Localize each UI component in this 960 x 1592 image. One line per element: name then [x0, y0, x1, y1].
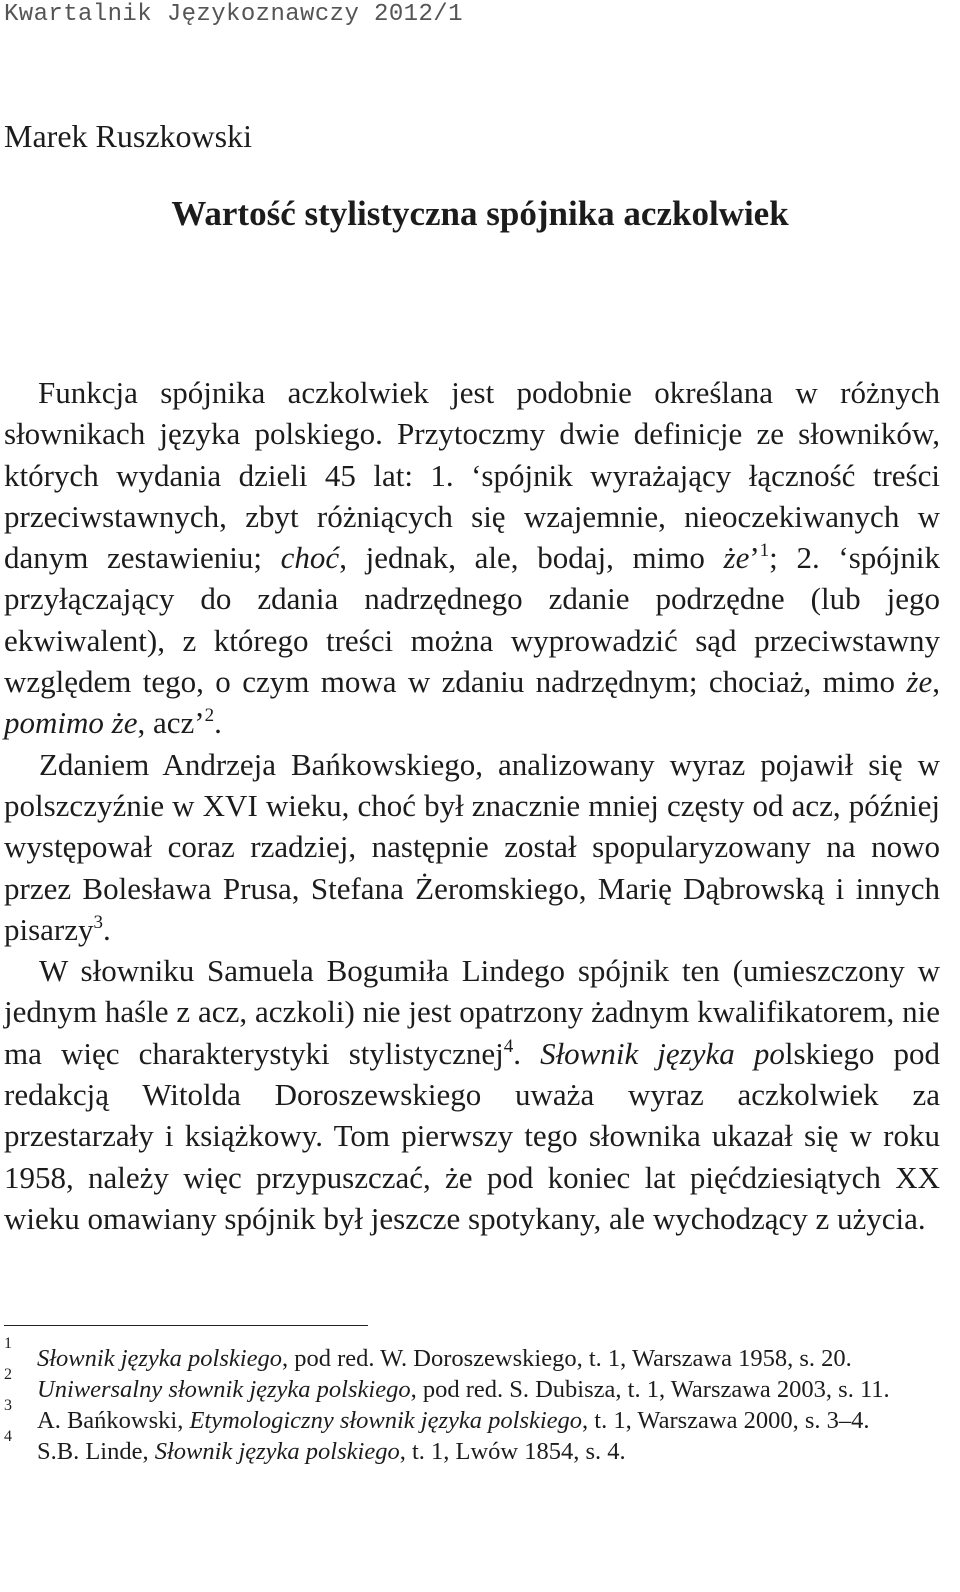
footnote-ref-3[interactable]: 3: [93, 911, 104, 933]
paragraph-text: ’: [749, 540, 760, 576]
footnote-title: Słownik języka polskiego: [37, 1345, 282, 1372]
italic-term: że: [906, 664, 933, 700]
footnote-ref-2[interactable]: 2: [204, 705, 215, 727]
footnote-text: , t. 1, Warszawa 2000, s. 3–4.: [582, 1407, 870, 1434]
paragraph-3: [4, 950, 940, 1239]
footnote-number: 3: [4, 1397, 12, 1414]
italic-term: choć: [280, 540, 340, 576]
paragraph-text: .: [513, 1035, 541, 1071]
footnote-text: , pod red. W. Doroszewskiego, t. 1, Warszawa 1958, s. 20.: [281, 1345, 852, 1372]
paragraph-text: ; 2. ‘spójnik przyłączający do zdania nadrzędnego zdanie podrzędne (lub jego ekwiwalent), z którego treści można wyprowadzić sąd przeciwstawny względem tego, o czym mowa w zdaniu nadrzędnym; chociaż, mimo: [4, 540, 940, 700]
paragraph-2: [4, 744, 940, 950]
footnote-title: Etymologiczny słownik języka polskiego: [189, 1407, 583, 1434]
footnote-title: Słownik języka polskiego: [154, 1438, 400, 1465]
footnote-title: Uniwersalny słownik języka polskiego: [37, 1376, 411, 1403]
italic-term: że: [723, 540, 750, 576]
paragraph-text: W słowniku Samuela Bogumiła Lindego spójnik ten (umieszczony w jednym haśle z acz, aczkoli) nie jest opatrzony żadnym kwalifikatorem, nie ma więc charakterystyki stylistycznej: [4, 953, 940, 1071]
footnote-ref-4[interactable]: 4: [503, 1035, 514, 1057]
paragraph-text: , acz’: [137, 705, 205, 741]
footnote-3: [4, 1397, 940, 1436]
paragraph-text: lskiego pod redakcją Witolda Doroszewskiego uważa wyraz aczkolwiek za przestarzały i książkowy. Tom pierwszy tego słownika ukazał się w roku 1958, należy więc przypuszczać, że pod koniec lat pięćdziesiątych XX wieku omawiany spójnik był jeszcze spotykany, ale wychodzący z użycia.: [4, 1035, 940, 1236]
footnote-number: 4: [4, 1428, 12, 1445]
paragraph-1: [4, 372, 940, 744]
journal-header: Kwartalnik Językoznawczy 2012/1: [4, 1, 463, 28]
footnote-4: [4, 1428, 940, 1467]
footnote-ref-1[interactable]: 1: [759, 540, 770, 562]
author-name: Marek Ruszkowski: [4, 118, 252, 154]
footnote-number: 1: [4, 1335, 12, 1352]
footnote-number: 2: [4, 1366, 12, 1383]
footnote-2: [4, 1366, 940, 1405]
paragraph-text: Funkcja spójnika aczkolwiek jest podobnie określana w różnych słownikach języka polskiego. Przytoczmy dwie definicje ze słowników, których wydania dzieli 45 lat: 1. ‘spójnik wyrażający łączność treści przeciwstawnych, zbyt różniących się wzajemnie, nieoczekiwanych w danym zestawieniu;: [4, 375, 940, 576]
italic-title: Słownik języka po: [540, 1035, 785, 1071]
footnote-text: A. Bańkowski,: [37, 1407, 190, 1434]
footnotes: [4, 1335, 940, 1467]
footnote-1: [4, 1335, 940, 1374]
article-body: [4, 372, 940, 1239]
article-title: Wartość stylistyczna spójnika aczkolwiek: [171, 194, 789, 233]
footnote-text: S.B. Linde,: [37, 1438, 155, 1465]
paragraph-text: , jednak, ale, bodaj, mimo: [339, 540, 724, 576]
italic-term: pomimo że: [4, 705, 138, 741]
paragraph-text: ,: [932, 664, 940, 700]
footnote-separator: [4, 1325, 368, 1326]
paragraph-text: .: [214, 705, 222, 741]
paragraph-text: .: [103, 911, 111, 947]
footnote-text: , pod red. S. Dubisza, t. 1, Warszawa 2003, s. 11.: [410, 1376, 890, 1403]
paragraph-text: Zdaniem Andrzeja Bańkowskiego, analizowany wyraz pojawił się w polszczyźnie w XVI wieku, choć był znacznie mniej częsty od acz, później występował coraz rzadziej, następnie został spopularyzowany na nowo przez Bolesława Prusa, Stefana Żeromskiego, Marię Dąbrowską i innych pisarzy: [4, 746, 940, 947]
footnote-text: , t. 1, Lwów 1854, s. 4.: [399, 1438, 626, 1465]
